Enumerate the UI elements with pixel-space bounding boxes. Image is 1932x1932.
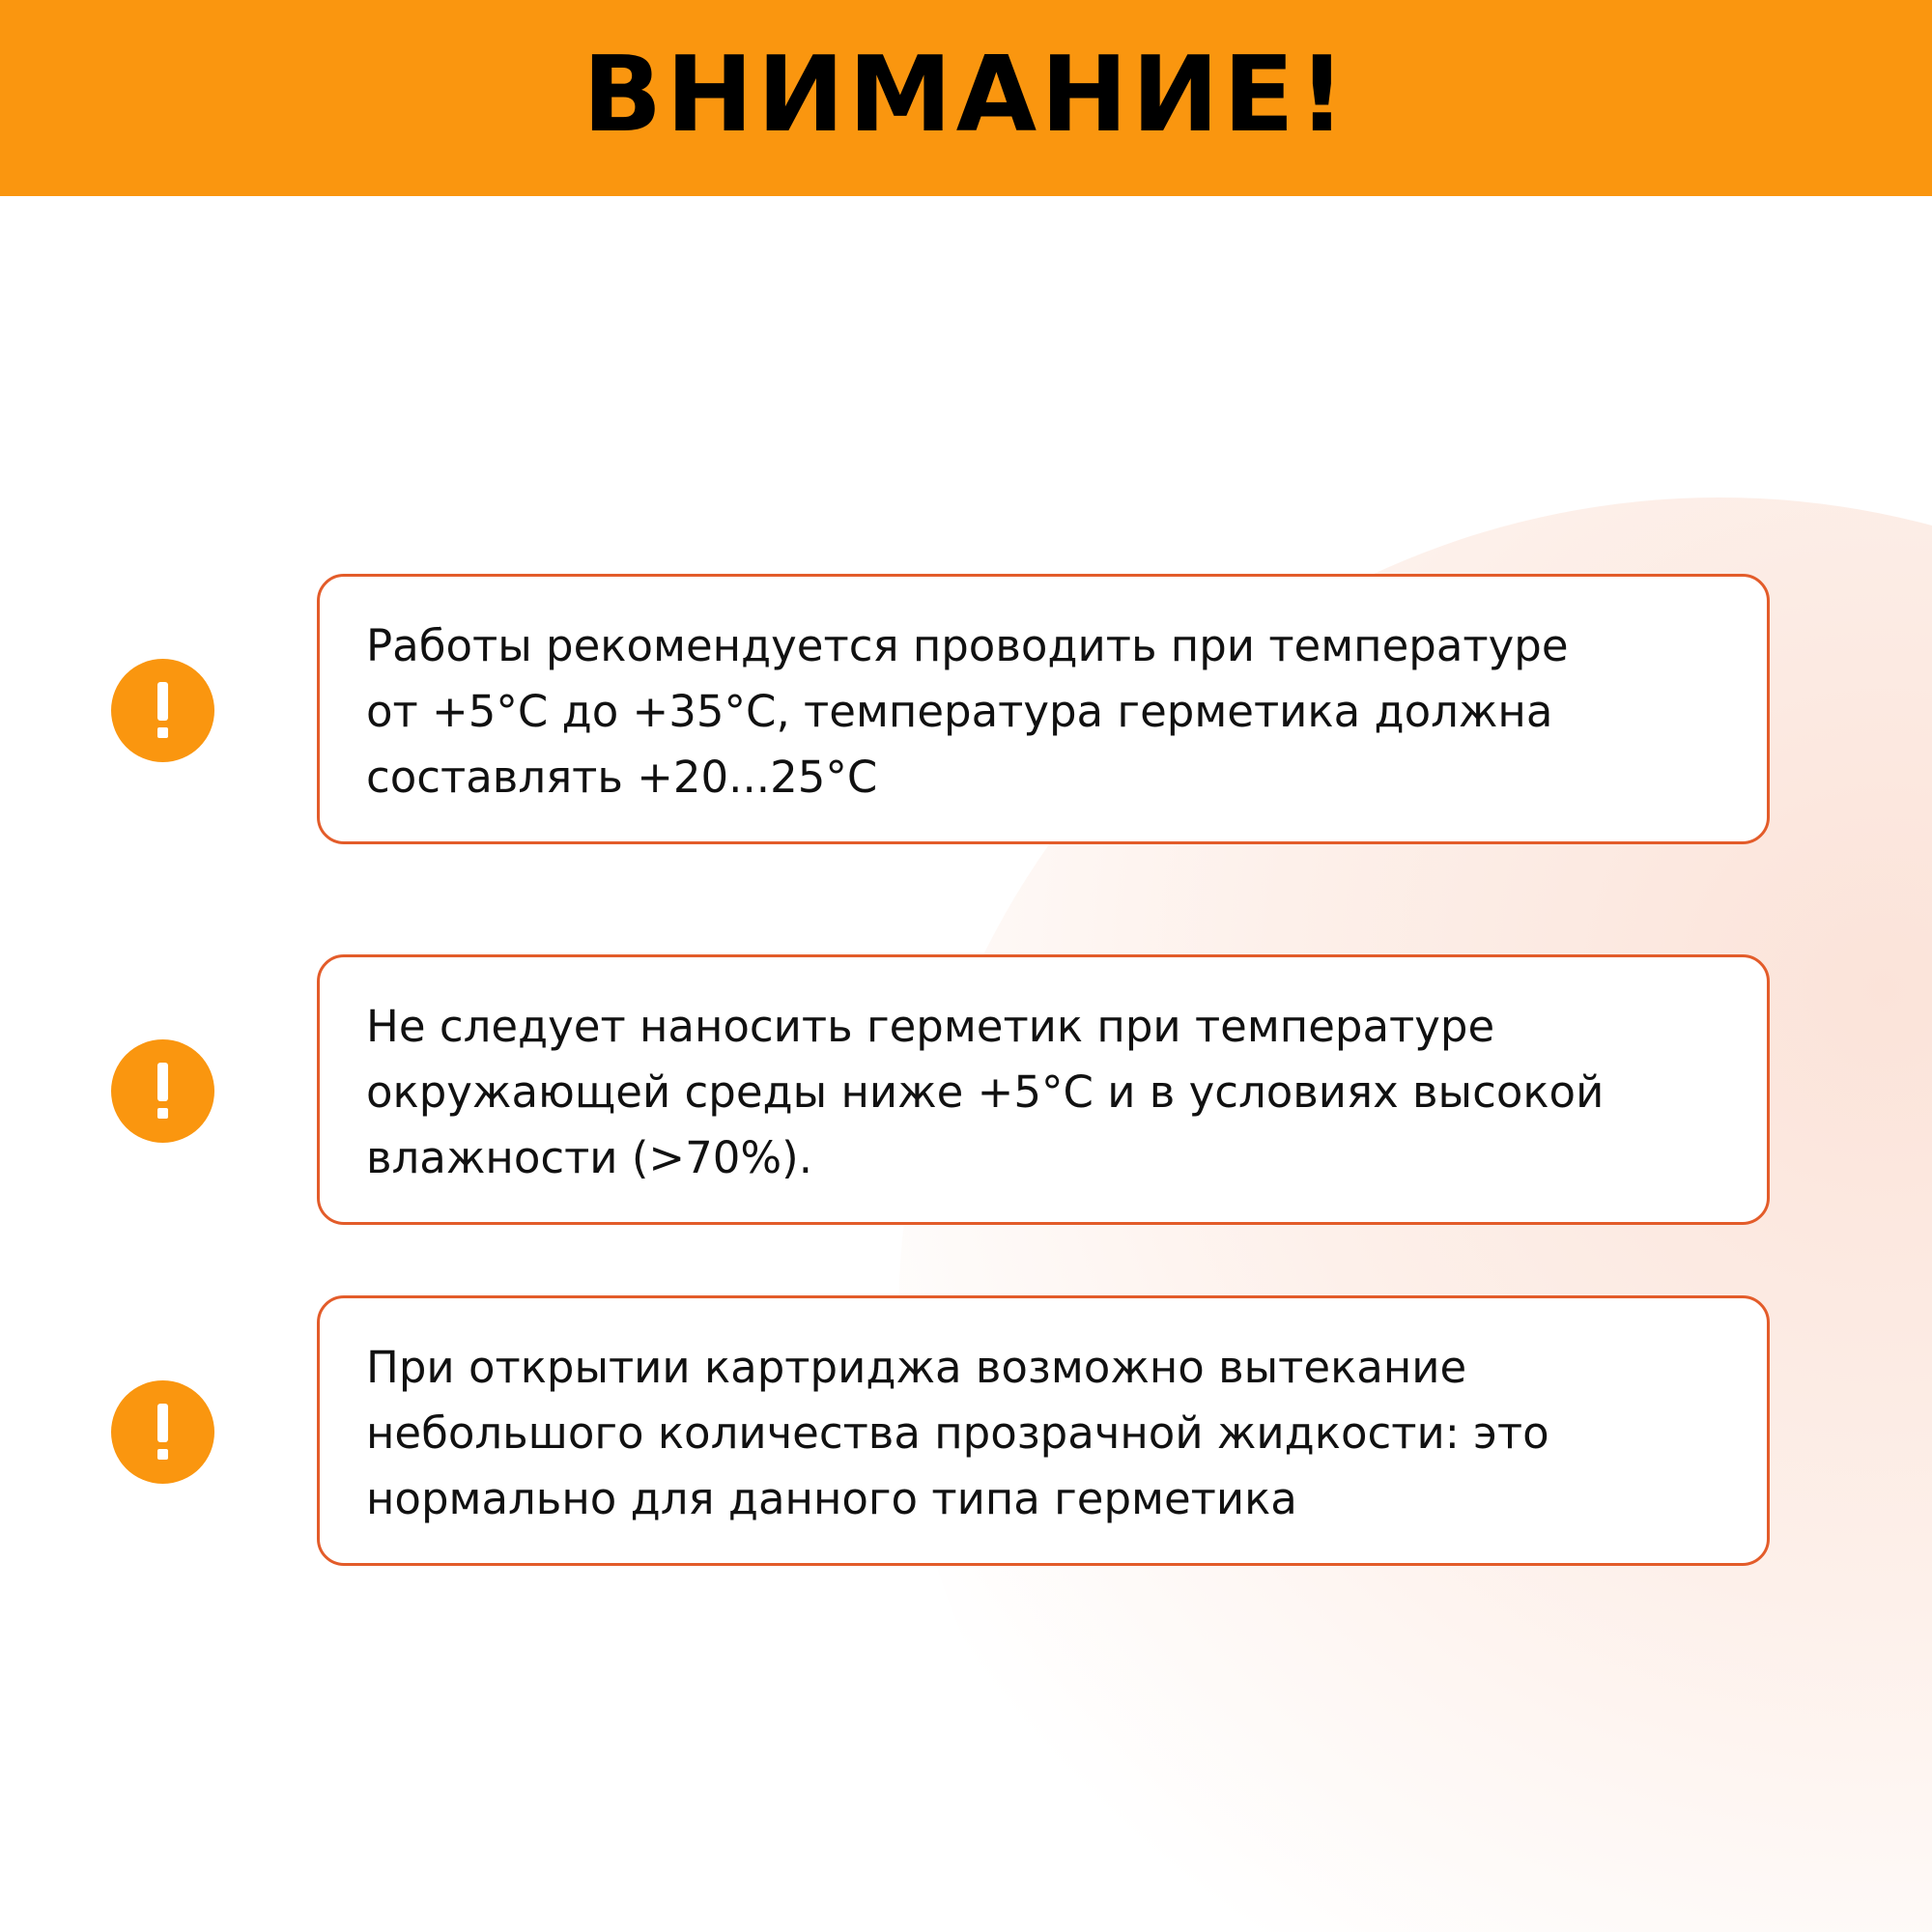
warning-text-2: Не следует наносить герметик при температуре окружающей среды ниже +5°С и в условиях высокой влажности (>70%). [366,1001,1605,1183]
header-banner [0,0,1932,196]
warning-text-3: При открытии картриджа возможно вытекание небольшого количества прозрачной жидкости: это нормально для данного типа герметика [366,1342,1549,1524]
exclamation-icon [111,1039,214,1143]
warning-card-3 [317,1295,1770,1566]
exclamation-icon [111,659,214,762]
header-title: ВНИМАНИЕ! [582,34,1350,156]
warning-card-1 [317,574,1770,844]
warning-card-2 [317,954,1770,1225]
exclamation-icon [111,1380,214,1484]
warning-text-1: Работы рекомендуется проводить при температуре от +5°С до +35°С, температура герметика должна составлять +20...25°С [366,620,1569,803]
